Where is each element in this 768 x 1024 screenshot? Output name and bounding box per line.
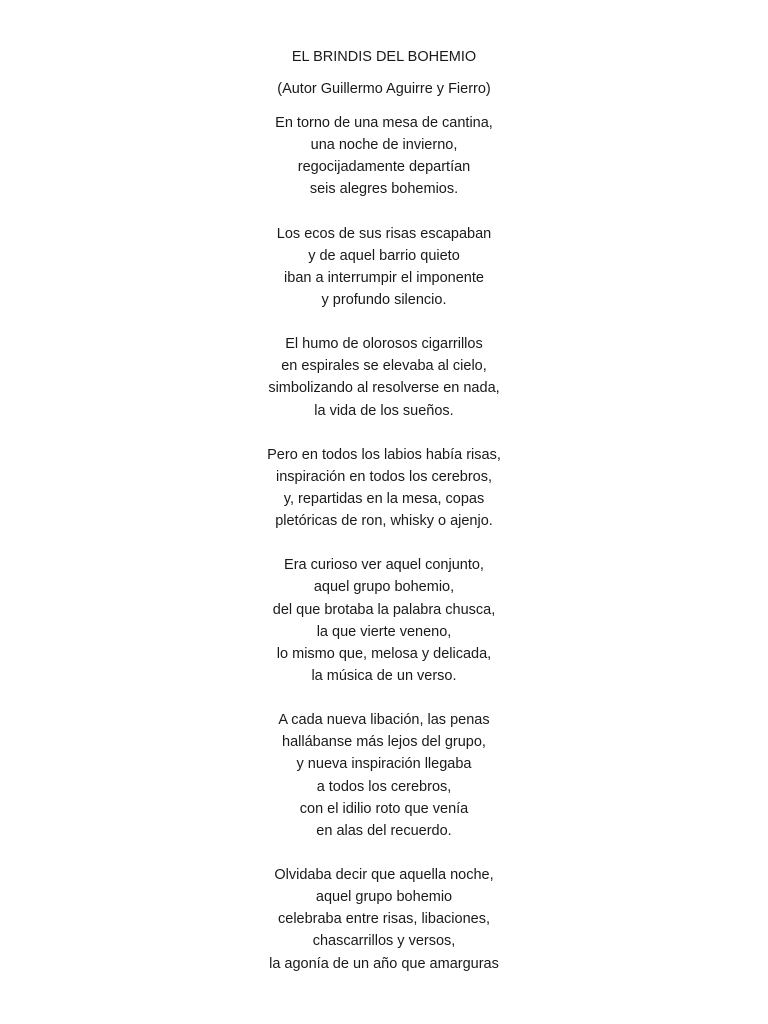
verse-line: simbolizando al resolverse en nada, (268, 380, 500, 397)
verse-line: una noche de invierno, (310, 137, 458, 154)
verse-line: En torno de una mesa de cantina, (275, 115, 493, 131)
verse-line: pletóricas de ron, whisky o ajenjo. (275, 513, 493, 530)
verse-line: seis alegres bohemios. (309, 181, 459, 198)
poem-title: EL BRINDIS DEL BOHEMIO (291, 49, 477, 65)
verse-line: celebraba entre risas, libaciones, (278, 911, 490, 928)
verse-line: inspiración en todos los cerebros, (275, 468, 492, 485)
verse-line: en alas del recuerdo. (316, 822, 452, 839)
stanza (0, 444, 768, 533)
verse-line: Pero en todos los labios había risas, (267, 446, 501, 463)
stanza (0, 223, 768, 312)
verse-line: con el idilio roto que venía (299, 800, 469, 817)
verse-line: hallábanse más lejos del grupo, (282, 734, 486, 751)
verse-line: iban a interrumpir el imponente (284, 269, 484, 286)
verse-line: y profundo silencio. (321, 291, 447, 308)
verse-line: en espirales se elevaba al cielo, (281, 358, 487, 375)
verse-line: la vida de los sueños. (314, 402, 454, 419)
verse-line: la música de un verso. (311, 667, 457, 684)
verse-line: Era curioso ver aquel conjunto, (284, 557, 484, 574)
verse-line: A cada nueva libación, las penas (278, 712, 490, 729)
poem-author: (Autor Guillermo Aguirre y Fierro) (277, 81, 491, 97)
verse-line: y nueva inspiración llegaba (296, 756, 472, 773)
stanza (0, 333, 768, 422)
verse-line: y, repartidas en la mesa, copas (283, 490, 485, 507)
verse-line: del que brotaba la palabra chusca, (272, 601, 496, 618)
stanza (0, 554, 768, 687)
verse-line: aquel grupo bohemio, (313, 579, 455, 596)
stanza (0, 709, 768, 842)
verse-line: El humo de olorosos cigarrillos (285, 336, 483, 353)
verse-line: regocijadamente departían (297, 159, 471, 176)
verse-line: la que vierte veneno, (316, 623, 452, 640)
verse-line: Los ecos de sus risas escapaban (276, 225, 492, 242)
stanza (0, 864, 768, 975)
poem-body (0, 112, 768, 997)
verse-line: la agonía de un año que amarguras (269, 955, 499, 972)
verse-line: Olvidaba decir que aquella noche, (274, 866, 494, 883)
verse-line: a todos los cerebros, (316, 778, 452, 795)
verse-line: lo mismo que, melosa y delicada, (276, 645, 492, 662)
verse-line: aquel grupo bohemio (315, 889, 453, 906)
verse-line: chascarrillos y versos, (312, 933, 456, 950)
stanza (0, 112, 768, 201)
verse-line: y de aquel barrio quieto (308, 247, 460, 264)
